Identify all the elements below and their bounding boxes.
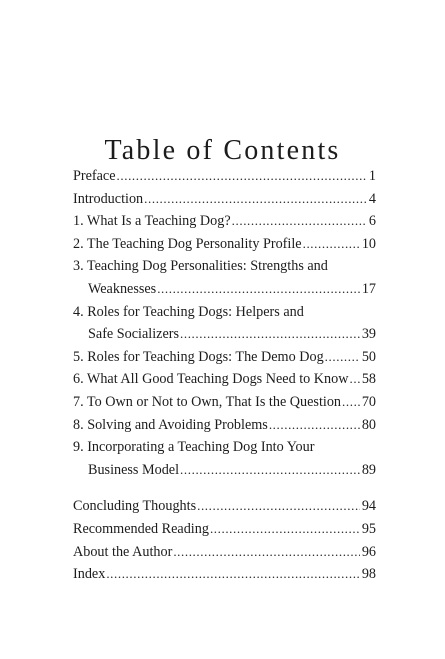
toc-entry-title: About the Author [73,543,173,560]
toc-entry-page: 70 [361,393,376,410]
toc-entry-title: 9. Incorporating a Teaching Dog Into Your [73,439,315,456]
toc-entry [73,210,376,233]
toc-entry [73,563,376,586]
toc-entry [73,301,376,346]
toc-entry-page: 95 [361,520,376,537]
dot-leader [197,495,360,518]
toc-list [73,165,376,586]
toc-entry-page: 58 [361,371,376,388]
toc-entry-page: 17 [361,280,376,297]
toc-entry-title: Preface [73,168,116,184]
toc-entry-page: 10 [361,235,376,252]
toc-entry [73,518,376,541]
toc-entry-title-continued: Weaknesses [88,280,157,297]
toc-entry [73,368,376,391]
toc-entry-page: 96 [361,543,376,560]
toc-entry-title: 5. Roles for Teaching Dogs: The Demo Dog [73,348,324,365]
dot-leader [144,188,367,211]
dot-leader [269,414,360,437]
toc-entry-title: 1. What Is a Teaching Dog? [73,213,231,230]
toc-entry-title: 7. To Own or Not to Own, That Is the Question [73,393,342,410]
dot-leader [232,210,367,233]
section-gap [73,481,376,495]
toc-entry-title: Introduction [73,190,144,207]
toc-entry-page: 80 [361,416,376,433]
dot-leader [325,346,360,369]
toc-entry-title: 4. Roles for Teaching Dogs: Helpers and [73,303,304,320]
toc-entry [73,255,376,300]
toc-entry [73,495,376,518]
dot-leader [173,541,360,564]
dot-leader [180,459,360,482]
toc-entry [73,541,376,564]
dot-leader [342,391,360,414]
toc-entry-page: 98 [361,566,376,583]
toc-entry-title: 3. Teaching Dog Personalities: Strengths and [73,258,328,275]
toc-entry-title: 8. Solving and Avoiding Problems [73,416,268,433]
toc-entry [73,436,376,481]
toc-entry [73,346,376,369]
toc-entry [73,233,376,256]
toc-entry-page: 50 [361,348,376,365]
dot-leader [303,233,360,256]
dot-leader [106,563,360,586]
toc-entry-title: Index [73,566,106,583]
toc-entry-title: Concluding Thoughts [73,498,197,515]
toc-entry-page: 39 [361,326,376,343]
dot-leader [117,165,367,188]
dot-leader [157,278,360,301]
toc-entry-title: 6. What All Good Teaching Dogs Need to Know [73,371,349,388]
toc-entry-page: 89 [361,461,376,478]
dot-leader [350,368,360,391]
toc-entry-title-continued: Safe Socializers [88,326,179,343]
page-title: Table of Contents [104,134,341,166]
toc-entry-title: 2. The Teaching Dog Personality Profile [73,235,302,252]
toc-entry [73,414,376,437]
dot-leader [180,323,360,346]
toc-entry [73,188,376,211]
toc-entry [73,165,376,188]
toc-entry-page: 1 [368,168,376,184]
toc-entry-title-continued: Business Model [88,461,180,478]
toc-entry-page: 94 [361,498,376,515]
toc-entry-page: 4 [368,190,376,207]
dot-leader [210,518,360,541]
toc-entry [73,391,376,414]
toc-entry-page: 6 [368,213,376,230]
toc-entry-title: Recommended Reading [73,520,209,537]
